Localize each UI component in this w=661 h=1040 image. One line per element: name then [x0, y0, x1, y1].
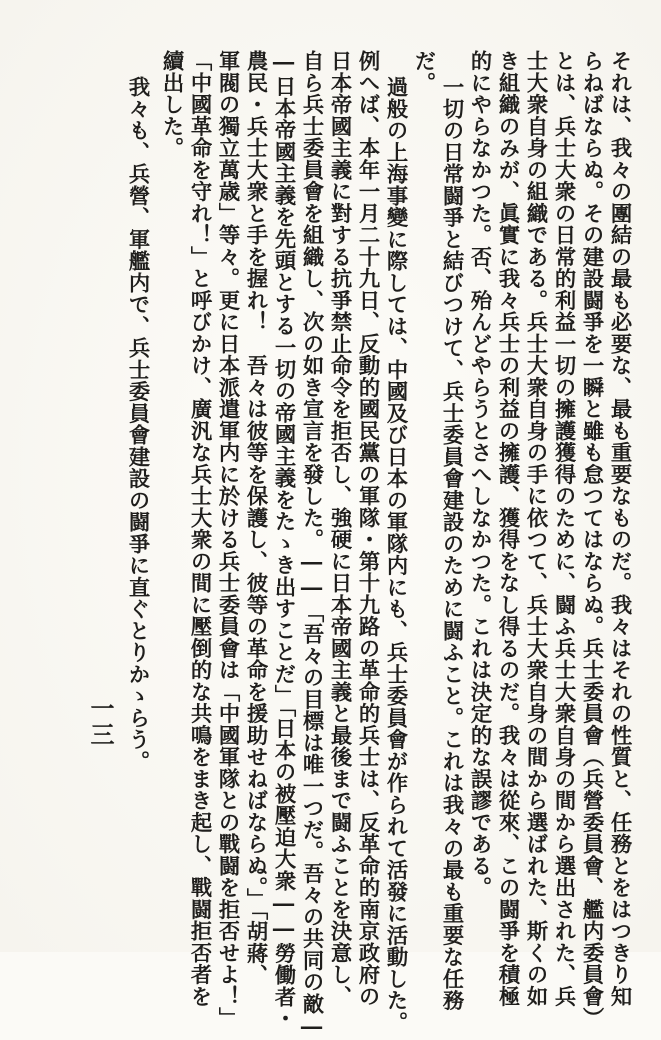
page-number: 一三 [86, 696, 115, 748]
text-column-8: だ。 [411, 50, 436, 94]
text-column-5: き組織のみが、眞實に我々兵士の利益の擁護、獲得をなし得るのだ。我々は從來、この闘爭を積極 [495, 50, 520, 1007]
text-column-1: それは、我々の團結の最も必要な、最も重要なものだ。我々はそれの性質と、任務とをはつきり知 [607, 50, 632, 1007]
text-column-2: らねばならぬ。その建設闘爭を一瞬と雖も怠つてはならぬ。兵士委員會（兵營委員會、艦内委員會） [579, 50, 604, 1029]
text-column-18: 我々も、兵營、軍艦内で、兵士委員會建設の闘爭に直ぐとりかゝらう。 [125, 76, 150, 772]
text-column-13: ―日本帝國主義を先頭とする一切の帝國主義をたゝき出すことだ」「日本の被壓迫大衆――勞働者・ [271, 50, 296, 1030]
text-column-11: 日本帝國主義に對する抗爭禁止命令を拒否し、強硬に日本帝國主義と最後まで闘ふことを決意し、 [327, 50, 352, 1007]
text-column-10: 例へば、本年一月二十九日、反動的國民黨の軍隊・第十九路の革命的兵士は、反革命的南京政府の [355, 50, 380, 1007]
text-column-17: 續出した。 [159, 50, 184, 159]
text-column-15: 軍閥の獨立萬歳」等々。更に日本派遣軍内に於ける兵士委員會は「中國軍隊との戰闘を拒否せよ！」 [215, 50, 240, 1029]
text-column-14: 農民・兵士大衆と手を握れ！ 吾々は彼等を保護し、彼等の革命を援助せねばならぬ。」「胡蔣、 [243, 50, 268, 986]
text-column-7: 一切の日常闘爭と結びつけて、兵士委員會建設のために闘ふこと。これは我々の最も重要な任務 [439, 76, 464, 1012]
text-column-3: とは、兵士大衆の日常的利益一切の擁護獲得のために、闘ふ兵士大衆自身の間から選出された、兵 [551, 50, 576, 1007]
text-column-6: 的にやらなかつた。否、殆んどやらうとさへしなかつた。これは決定的な誤謬である。 [467, 50, 492, 899]
text-column-16: 「中國革命を守れ！」と呼びかけ、廣汎な兵士大衆の間に壓倒的な共鳴をまき起し、戰闘拒否者を [187, 50, 212, 1007]
text-column-9: 過般の上海事變に際しては、中國及び日本の軍隊内にも、兵士委員會が作られて活發に活動した。 [383, 76, 408, 1033]
text-column-4: 士大衆自身の組織である。兵士大衆自身の手に依つて、兵士大衆自身の間から選ばれた、斯くの如 [523, 50, 548, 1007]
text-column-12: 自ら兵士委員會を組織し、次の如き宣言を發した。――「吾々の目標は唯一つだ。吾々の共同の敵― [299, 50, 324, 1040]
